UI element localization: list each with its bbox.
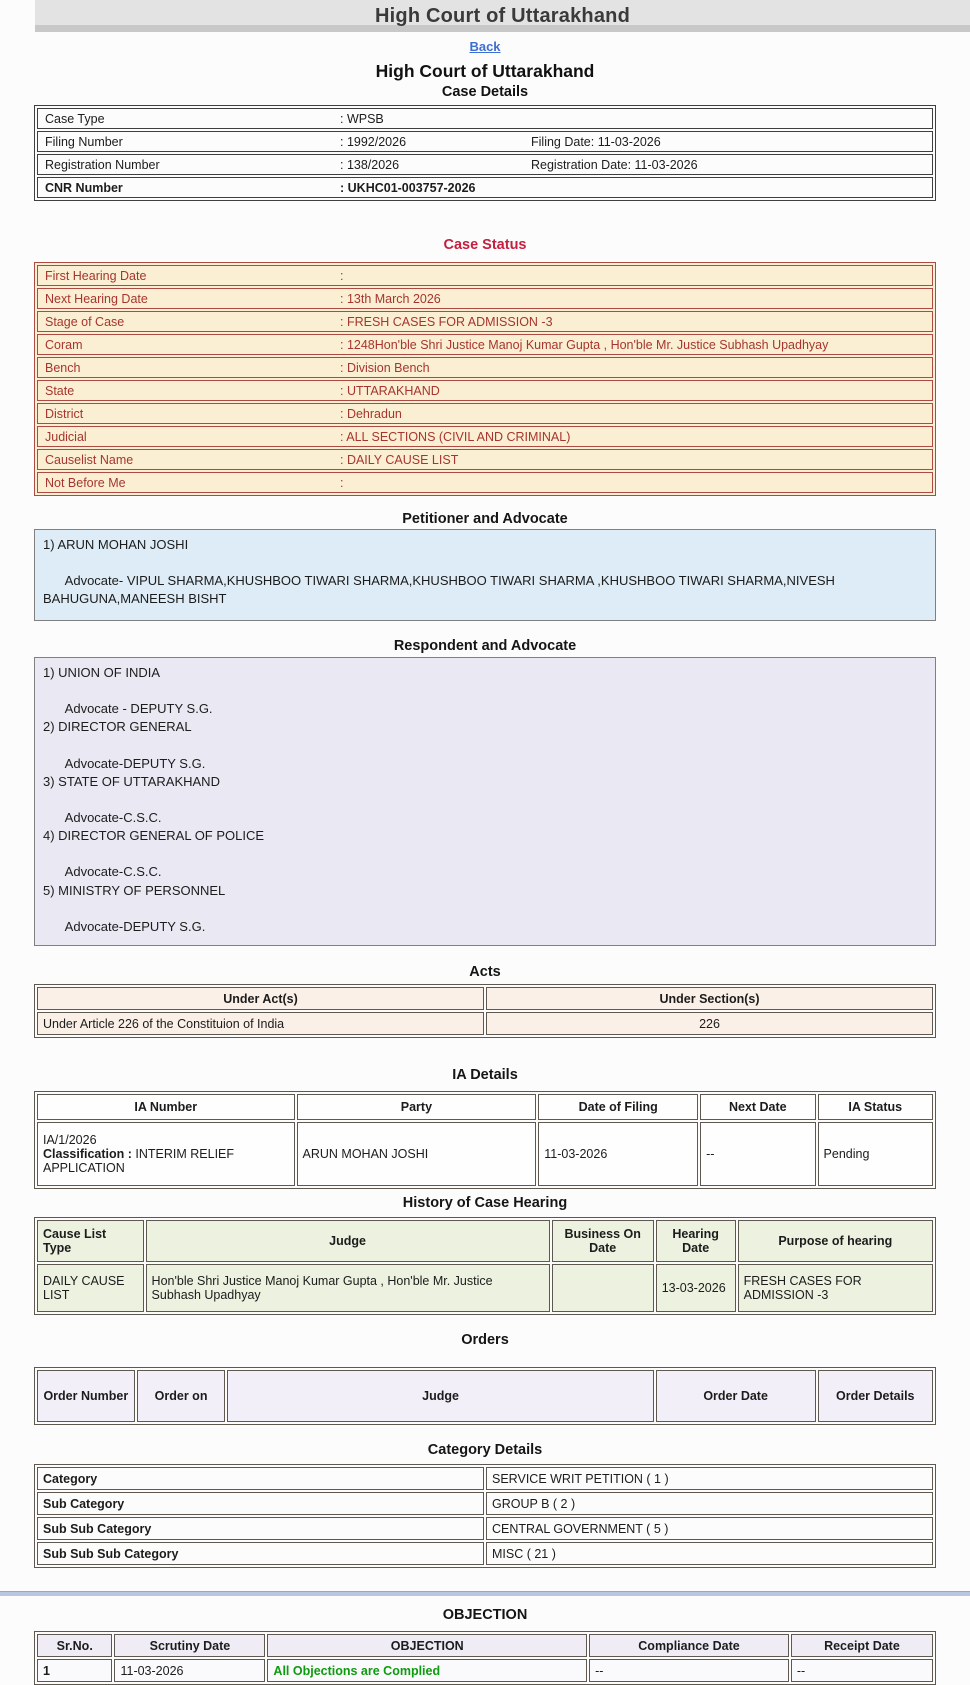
table-row — [37, 472, 933, 493]
cell-value: MISC ( 21 ) — [486, 1542, 933, 1565]
column-header: Cause List Type — [37, 1220, 144, 1262]
petitioner-box — [34, 529, 936, 621]
history-table — [34, 1217, 936, 1315]
table-row — [37, 426, 933, 447]
cell-value: : 138/2026 — [340, 157, 400, 172]
cell-value: : — [340, 475, 344, 490]
table-row-cnr — [37, 177, 933, 198]
category-heading: Category Details — [427, 1442, 543, 1458]
cell-value: : ALL SECTIONS (CIVIL AND CRIMINAL) — [340, 429, 571, 444]
cell-label: Next Hearing Date — [45, 291, 148, 306]
table-row — [37, 288, 933, 309]
cell-label: CNR Number — [45, 180, 123, 195]
column-header: Hearing Date — [656, 1220, 736, 1262]
column-header: IA Number — [37, 1094, 295, 1120]
column-header: Order Details — [818, 1370, 933, 1422]
table-row — [37, 1517, 933, 1540]
cell-value: : Dehradun — [340, 406, 402, 421]
cell-section: 226 — [486, 1012, 933, 1035]
cell-objection-status: All Objections are Complied — [267, 1659, 587, 1682]
table-row — [37, 1264, 933, 1312]
cell-next-date: -- — [700, 1122, 815, 1186]
cell-party: ARUN MOHAN JOSHI — [297, 1122, 537, 1186]
page-title: High Court of Uttarakhand — [375, 61, 595, 81]
case-details-heading: Case Details — [441, 84, 529, 100]
column-header: Under Section(s) — [486, 987, 933, 1010]
column-header: Scrutiny Date — [114, 1634, 265, 1657]
ia-number: IA/1/2026 — [43, 1133, 97, 1147]
cell-label: Filing Number — [45, 134, 123, 149]
table-row — [37, 1659, 933, 1682]
table-row — [37, 1492, 933, 1515]
column-header: OBJECTION — [267, 1634, 587, 1657]
cell-extra: Filing Date: 11-03-2026 — [531, 134, 661, 149]
cell-label: First Hearing Date — [45, 268, 147, 283]
party-line — [43, 845, 927, 863]
table-row — [37, 1542, 933, 1565]
case-details-table — [34, 105, 936, 201]
cell-receipt-date: -- — [791, 1659, 933, 1682]
party-line: Advocate-DEPUTY S.G. — [43, 755, 206, 771]
table-row — [37, 357, 933, 378]
cell-cause-list-type: DAILY CAUSE LIST — [37, 1264, 144, 1312]
column-header: Order Date — [656, 1370, 816, 1422]
party-line: Advocate-DEPUTY S.G. — [43, 918, 206, 934]
table-header-row — [37, 1634, 933, 1657]
orders-table — [34, 1367, 936, 1425]
objection-heading: OBJECTION — [442, 1607, 528, 1623]
cell-value: : 1992/2026 — [340, 134, 407, 149]
cell-extra: Registration Date: 11-03-2026 — [531, 157, 698, 172]
cell-label: Stage of Case — [45, 314, 125, 329]
cell-label: District — [45, 406, 84, 421]
cell-label: Bench — [45, 360, 81, 375]
cell-value: : WPSB — [340, 111, 384, 126]
ia-classification: Classification : INTERIM RELIEF APPLICATION — [43, 1147, 235, 1175]
party-line: Advocate-C.S.C. — [43, 810, 162, 826]
app-header-title: High Court of Uttarakhand — [375, 5, 630, 27]
case-status-table — [34, 262, 936, 496]
objection-table — [34, 1631, 936, 1685]
party-line: 4) DIRECTOR GENERAL OF POLICE — [43, 828, 265, 844]
category-table — [34, 1464, 936, 1568]
column-header: IA Status — [818, 1094, 933, 1120]
cell-hearing-date: 13-03-2026 — [656, 1264, 736, 1312]
table-header-row — [37, 1220, 933, 1262]
cell-sr-no: 1 — [37, 1659, 112, 1682]
party-line: 3) STATE OF UTTARAKHAND — [43, 773, 220, 789]
column-header: Receipt Date — [791, 1634, 933, 1657]
column-header: Compliance Date — [589, 1634, 789, 1657]
history-heading: History of Case Hearing — [402, 1195, 568, 1211]
column-header: Sr.No. — [37, 1634, 112, 1657]
cell-value: : — [340, 268, 344, 283]
cell-label: Sub Category — [37, 1492, 484, 1515]
cell-label: State — [45, 383, 75, 398]
column-header: Purpose of hearing — [738, 1220, 933, 1262]
column-header: Order on — [137, 1370, 226, 1422]
column-header: Judge — [146, 1220, 550, 1262]
cell-label: Registration Number — [45, 157, 160, 172]
table-row — [37, 403, 933, 424]
party-line — [43, 791, 927, 809]
column-header: Date of Filing — [538, 1094, 698, 1120]
back-link[interactable]: Back — [469, 39, 501, 54]
table-row — [37, 108, 933, 129]
orders-heading: Orders — [461, 1332, 509, 1348]
table-header-row — [37, 1370, 933, 1422]
cell-value: : FRESH CASES FOR ADMISSION -3 — [340, 314, 553, 329]
column-header: Business On Date — [552, 1220, 654, 1262]
column-header: Under Act(s) — [37, 987, 484, 1010]
party-line: Advocate-C.S.C. — [43, 864, 162, 880]
cell-act: Under Article 226 of the Constituion of India — [37, 1012, 484, 1035]
cell-value: : 13th March 2026 — [340, 291, 441, 306]
back-row — [0, 38, 970, 52]
acts-table — [34, 984, 936, 1038]
cell-label: Sub Sub Sub Category — [37, 1542, 484, 1565]
cell-purpose: FRESH CASES FOR ADMISSION -3 — [738, 1264, 933, 1312]
cell-value: CENTRAL GOVERNMENT ( 5 ) — [486, 1517, 933, 1540]
table-row — [37, 334, 933, 355]
party-line: Advocate - DEPUTY S.G. — [43, 701, 213, 717]
column-header: Next Date — [700, 1094, 815, 1120]
table-row — [37, 265, 933, 286]
cell-label: Causelist Name — [45, 452, 134, 467]
table-row — [37, 1122, 933, 1186]
cell-judge: Hon'ble Shri Justice Manoj Kumar Gupta , Hon'ble Mr. Justice Subhash Upadhyay — [146, 1264, 550, 1312]
party-line — [43, 900, 927, 918]
table-row — [37, 380, 933, 401]
ia-details-heading: IA Details — [452, 1067, 518, 1083]
cell-value: : 1248Hon'ble Shri Justice Manoj Kumar Gupta , Hon'ble Mr. Justice Subhash Upadhyay — [340, 337, 829, 352]
cell-label: Case Type — [45, 111, 105, 126]
cell-label: Sub Sub Category — [37, 1517, 484, 1540]
cell-business-on-date — [552, 1264, 654, 1312]
cell-label: Coram — [45, 337, 83, 352]
case-status-heading: Case Status — [443, 237, 527, 253]
cell-date-of-filing: 11-03-2026 — [538, 1122, 698, 1186]
party-line — [43, 554, 927, 572]
column-header: Party — [297, 1094, 537, 1120]
party-line: 1) UNION OF INDIA — [43, 665, 161, 680]
column-header: Judge — [227, 1370, 653, 1422]
table-row — [37, 154, 933, 175]
table-header-row — [37, 987, 933, 1010]
cell-ia-status: Pending — [818, 1122, 933, 1186]
party-line: 1) ARUN MOHAN JOSHI — [43, 537, 189, 552]
table-row — [37, 1467, 933, 1490]
cell-label: Judicial — [45, 429, 87, 444]
table-header-row — [37, 1094, 933, 1120]
bottom-divider — [0, 1591, 970, 1596]
cell-compliance-date: -- — [589, 1659, 789, 1682]
party-line: Advocate- VIPUL SHARMA,KHUSHBOO TIWARI SHARMA,KHUSHBOO TIWARI SHARMA ,KHUSHBOO TIWARI SHARMA,NIVESH BAHUGUNA,MANEESH BISHT — [43, 573, 839, 607]
cell-scrutiny-date: 11-03-2026 — [114, 1659, 265, 1682]
respondent-heading: Respondent and Advocate — [393, 638, 577, 654]
cell-value: : UTTARAKHAND — [340, 383, 440, 398]
cell-value: : DAILY CAUSE LIST — [340, 452, 459, 467]
cell-value: GROUP B ( 2 ) — [486, 1492, 933, 1515]
party-line — [43, 737, 927, 755]
cell-label: Category — [37, 1467, 484, 1490]
party-line: 2) DIRECTOR GENERAL — [43, 719, 192, 735]
cell-value: SERVICE WRIT PETITION ( 1 ) — [486, 1467, 933, 1490]
table-row — [37, 1012, 933, 1035]
cell-value: : Division Bench — [340, 360, 430, 375]
table-row — [37, 131, 933, 152]
cell-value: : UKHC01-003757-2026 — [340, 180, 476, 195]
table-row — [37, 311, 933, 332]
party-line: 5) MINISTRY OF PERSONNEL — [43, 882, 226, 898]
petitioner-heading: Petitioner and Advocate — [402, 511, 568, 527]
acts-heading: Acts — [469, 964, 501, 980]
app-header-bar — [35, 0, 970, 25]
party-line — [43, 682, 927, 700]
ia-details-table — [34, 1091, 936, 1189]
cell-ia-number — [37, 1122, 295, 1186]
respondent-box — [34, 657, 936, 946]
table-row — [37, 449, 933, 470]
cell-label: Not Before Me — [45, 475, 126, 490]
column-header: Order Number — [37, 1370, 135, 1422]
